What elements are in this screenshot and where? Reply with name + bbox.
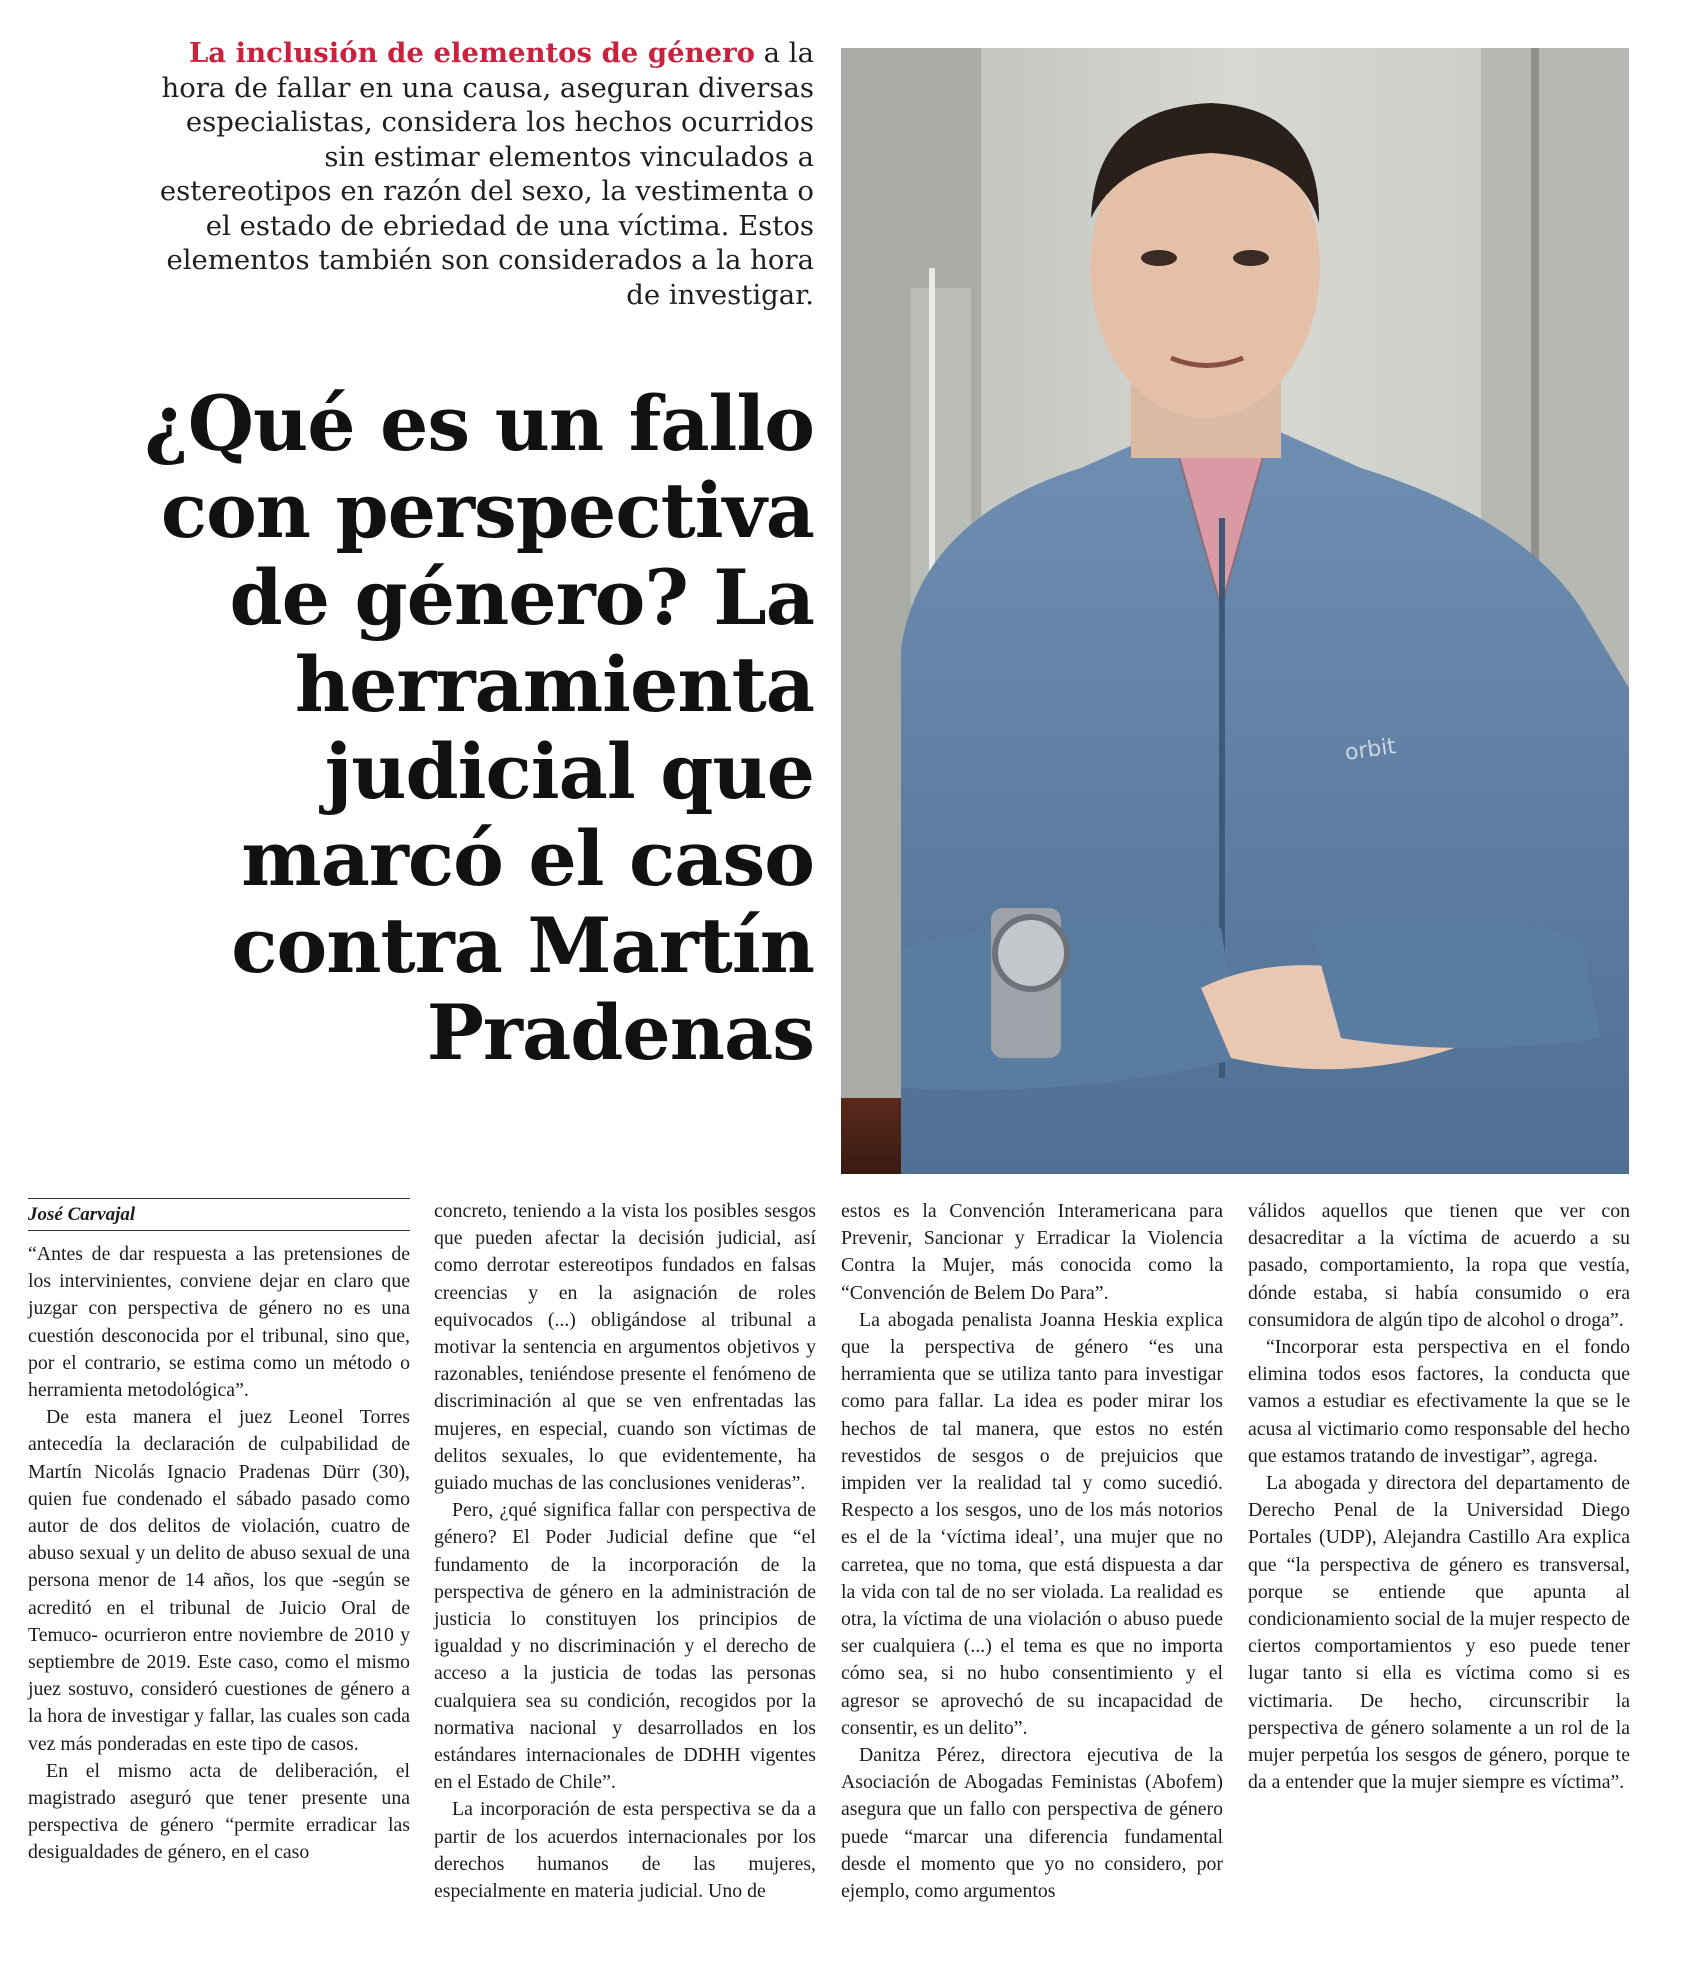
article-paragraph: En el mismo acta de deliberación, el magistrado aseguró que tener presente una perspectiva de género “permite erradicar las desigualdades de género, en el caso: [28, 1759, 410, 1864]
article-paragraph: Danitza Pérez, directora ejecutiva de la Asociación de Abogadas Feministas (Abofem) asegura que un fallo con perspectiva de género puede “marcar una diferencia fundamental desde el momento que yo no considero, por ejemplo, como argumentos: [841, 1744, 1223, 1903]
article-paragraph: concreto, teniendo a la vista los posibles sesgos que pueden afectar la decisión judicial, así como derrotar estereotipos fundados en falsas creencias y en la asignación de roles equivocados (...) obligándose al tribunal a motivar la sentencia en argumentos objetivos y razonables, teniéndose presente el fenómeno de discriminación al que se ven enfrentadas las mujeres, en especial, cuando son víctimas de delitos sexuales, lo que evidentemente, ha guiado muchas de las conclusiones venideras”.: [434, 1200, 816, 1495]
lead-highlight: La inclusión de elementos de género: [188, 37, 755, 69]
article-column-4: [1248, 1198, 1630, 1796]
article-body: [0, 1198, 1689, 1958]
article-column-3: [841, 1198, 1223, 1905]
article-paragraph: De esta manera el juez Leonel Torres antecedía la declaración de culpabilidad de Martín Nicolás Ignacio Pradenas Dürr (30), quien fue condenado el sábado pasado como autor de dos delitos de violación, cuatro de abuso sexual y un delito de abuso sexual de una persona menor de 14 años, los que -según se acreditó en el tribunal de Juicio Oral de Temuco- ocurrieron entre noviembre de 2010 y septiembre de 2019. Este caso, como el mismo juez sostuvo, consideró cuestiones de género a la hora de investigar y fallar, las cuales son cada vez más ponderadas en este tipo de casos.: [28, 1406, 410, 1755]
lead-paragraph: [150, 36, 814, 312]
article-paragraph: La abogada y directora del departamento de Derecho Penal de la Universidad Diego Portales (UDP), Alejandra Castillo Ara explica que “la perspectiva de género es transversal, porque se entiende que apunta al condicionamiento social de la mujer respecto de ciertos comportamientos y eso puede tener lugar tanto si ella es víctima como si es victimaria. De hecho, circunscribir la perspectiva de género solamente a un rol de la mujer perpetúa los sesgos de género, porque te da a entender que la mujer siempre es víctima”.: [1248, 1472, 1630, 1794]
article-column-2: [434, 1198, 816, 1905]
article-paragraph: Pero, ¿qué significa fallar con perspectiva de género? El Poder Judicial define que “el fundamento de la incorporación de la perspectiva de género en la administración de justicia lo constituyen los principios de igualdad y no discriminación y el derecho de acceso a la justicia de todas las personas cualquiera sea su condición, recogidos por la normativa nacional y desarrollados en los estándares internacionales de DDHH vigentes en el Estado de Chile”.: [434, 1499, 816, 1794]
headline: ¿Qué es un fallo con perspectiva de género? La herramienta judicial que marcó el caso contra Martín Pradenas: [144, 379, 814, 1077]
article-paragraph: estos es la Convención Interamericana para Prevenir, Sancionar y Erradicar la Violencia Contra la Mujer, más conocida como la “Convención de Belem Do Para”.: [841, 1200, 1223, 1304]
article-paragraph: válidos aquellos que tienen que ver con desacreditar a la víctima de acuerdo a su pasado, comportamiento, la ropa que vestía, dónde estaba, si había consumido o era consumidora de algún tipo de alcohol o droga”.: [1248, 1200, 1630, 1331]
article-paragraph: La abogada penalista Joanna Heskia explica que la perspectiva de género “es una herramienta que se utiliza tanto para investigar como para fallar. La idea es poder mirar los hechos de tal manera, que estos no estén revestidos de sesgos o de prejuicios que impiden ver la realidad tal y como sucedió. Respecto a los sesgos, uno de los más notorios es el de la ‘víctima ideal’, una mujer que no carretea, que no toma, que está dispuesta a dar la vida con tal de no ser violada. La realidad es otra, la víctima de una violación o abuso puede ser cualquiera (...) el tema es que no importa cómo sea, si no hubo consentimiento y el agresor se aprovechó de su incapacidad de consentir, es un delito”.: [841, 1308, 1223, 1739]
portrait-photo: [841, 48, 1629, 1174]
jacket-text: orbit: [1343, 734, 1398, 766]
lead-text: a la hora de fallar en una causa, aseguran diversas especialistas, considera los hechos ocurridos sin estimar elementos vinculados a estereotipos en razón del sexo, la vestimenta o el estado de ebriedad de una víctima. Estos elementos también son considerados a la hora de investigar.: [159, 37, 814, 311]
article-paragraph: “Antes de dar respuesta a las pretensiones de los intervinientes, conviene dejar en claro que juzgar con perspectiva de género no es una cuestión desconocida por el tribunal, sino que, por el contrario, se estima como un método o herramienta metodológica”.: [28, 1243, 410, 1402]
article-column-1: [28, 1198, 410, 1867]
byline: José Carvajal: [28, 1198, 410, 1231]
article-paragraph: La incorporación de esta perspectiva se da a partir de los acuerdos internacionales por los derechos humanos de las mujeres, especialmente en materia judicial. Uno de: [434, 1798, 816, 1903]
article-paragraph: “Incorporar esta perspectiva en el fondo elimina todos esos factores, la conducta que vamos a estudiar es efectivamente la que se le acusa al victimario como responsable del hecho que estamos tratando de investigar”, agrega.: [1248, 1336, 1630, 1467]
